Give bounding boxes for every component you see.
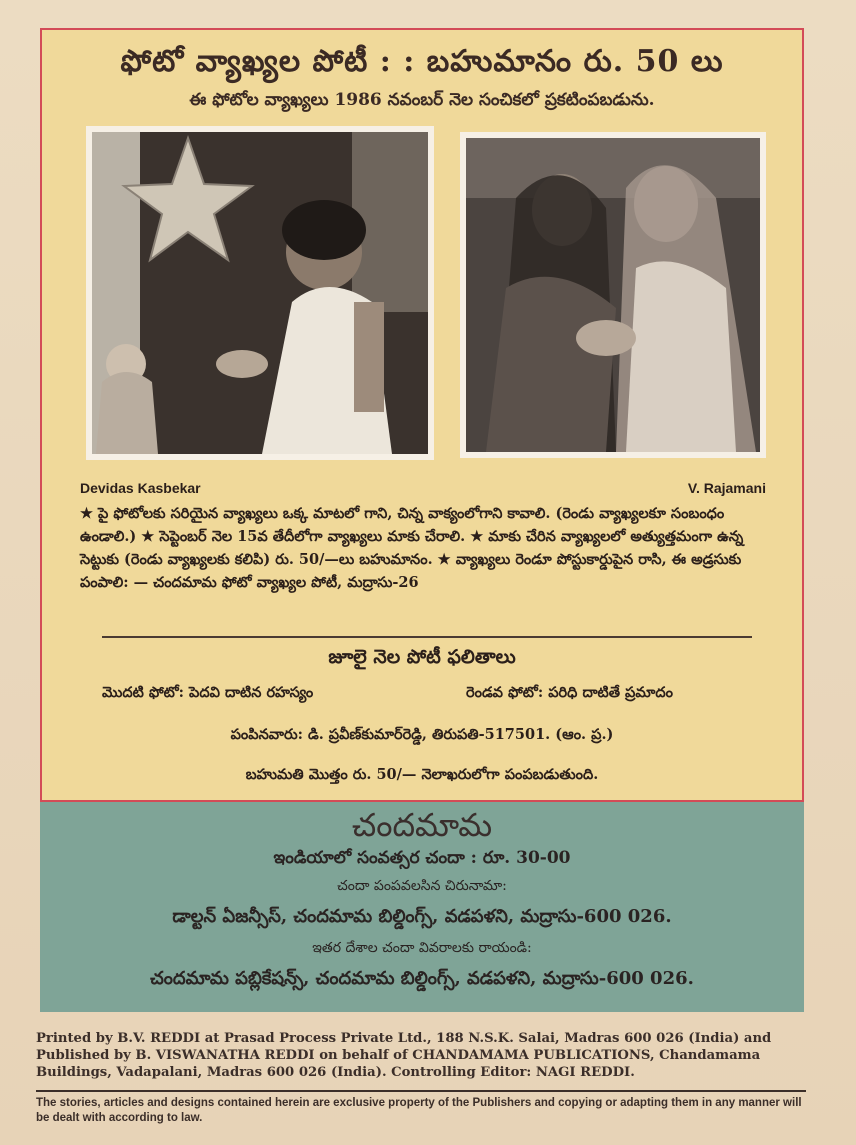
- prize-note: బహుమతి మొత్తం రు. 50/— నెలాఖరులోగా పంపబడుతుంది.: [245, 766, 599, 783]
- subscription-rate: ఇండియాలో సంవత్సర చందా : రూ. 30-00: [273, 848, 571, 868]
- publisher-address: చందమామ పబ్లికేషన్స్, చందమామ బిల్డింగ్స్, వడపళని, మద్రాసు-600 026.: [150, 968, 694, 989]
- photo-credit-right: V. Rajamani: [687, 480, 766, 496]
- subscription-panel: [40, 800, 804, 1012]
- address-label: చందా పంపవలసిన చిరునామా:: [337, 878, 507, 894]
- footer-divider: [36, 1090, 806, 1092]
- winner-sender: పంపినవారు: డి. ప్రవీణ్‌కుమార్‌రెడ్డి, తిరుపతి-517501. (ఆం. ప్ర.): [230, 726, 614, 743]
- contest-subtitle: ఈ ఫోటోల వ్యాఖ్యలు 1986 నవంబర్ నెల సంచికలో ప్రకటింపబడును.: [189, 90, 655, 110]
- results-title: జూలై నెల పోటీ ఫలితాలు: [328, 646, 516, 668]
- first-photo-result: మొదటి ఫోటో: పెదవి దాటిన రహస్యం: [102, 684, 314, 701]
- copyright-note: The stories, articles and designs contained herein are exclusive property of the Publishers and copying or adapting them in any manner will be dealt with according to law.: [36, 1097, 802, 1124]
- contest-rules: ★ పై ఫోటోలకు సరియైన వ్యాఖ్యలు ఒక్క మాటలో గాని, చిన్న వాక్యంలోగాని కావాలి. (రెండు వ్యాఖ్యలకూ సంబంధం ఉండాలి.) ★ సెప్టెంబర్ నెల 15వ తేదీలోగా వ్యాఖ్యలు మాకు చేరాలి. ★ మాకు చేరిన వ్యాఖ్యలలో అత్యుత్తమంగా ఉన్న సెట్టుకు (రెండు వ్యాఖ్యలకు కలిపి) రు. 50/—లు బహుమానం. ★ వ్యాఖ్యలు రెండూ పోస్టుకార్డుపైన రాసి, ఈ అడ్రసుకు పంపాలి: — చందమామ ఫోటో వ్యాఖ్యల పోటీ, మద్రాసు-26: [80, 505, 744, 591]
- contest-title: ఫోటో వ్యాఖ్యల పోటీ : : బహుమానం రు. 50 లు: [120, 44, 724, 79]
- section-divider: [102, 636, 752, 638]
- contest-photo-left: [86, 126, 434, 460]
- contest-frame: [40, 28, 804, 1010]
- photo-credit-left: Devidas Kasbekar: [80, 480, 201, 496]
- foreign-label: ఇతర దేశాల చందా వివరాలకు రాయండి:: [312, 940, 532, 956]
- printer-imprint: Printed by B.V. REDDI at Prasad Process Private Ltd., 188 N.S.K. Salai, Madras 600 026 (India) and Published by B. VISWANATHA REDDI on behalf of CHANDAMAMA PUBLICATIONS, Chandamama Buildings, Vadapalani, Madras 600 026 (India). Controlling Editor: NAGI REDDI.: [36, 1031, 772, 1080]
- subscription-address: డాల్టన్ ఏజన్సీస్, చందమామ బిల్డింగ్స్, వడపళని, మద్రాసు-600 026.: [172, 906, 672, 927]
- second-photo-result: రెండవ ఫోటో: పరిధి దాటితే ప్రమాదం: [466, 684, 673, 701]
- magazine-name: చందమామ: [351, 806, 493, 844]
- contest-photo-right: [460, 132, 766, 458]
